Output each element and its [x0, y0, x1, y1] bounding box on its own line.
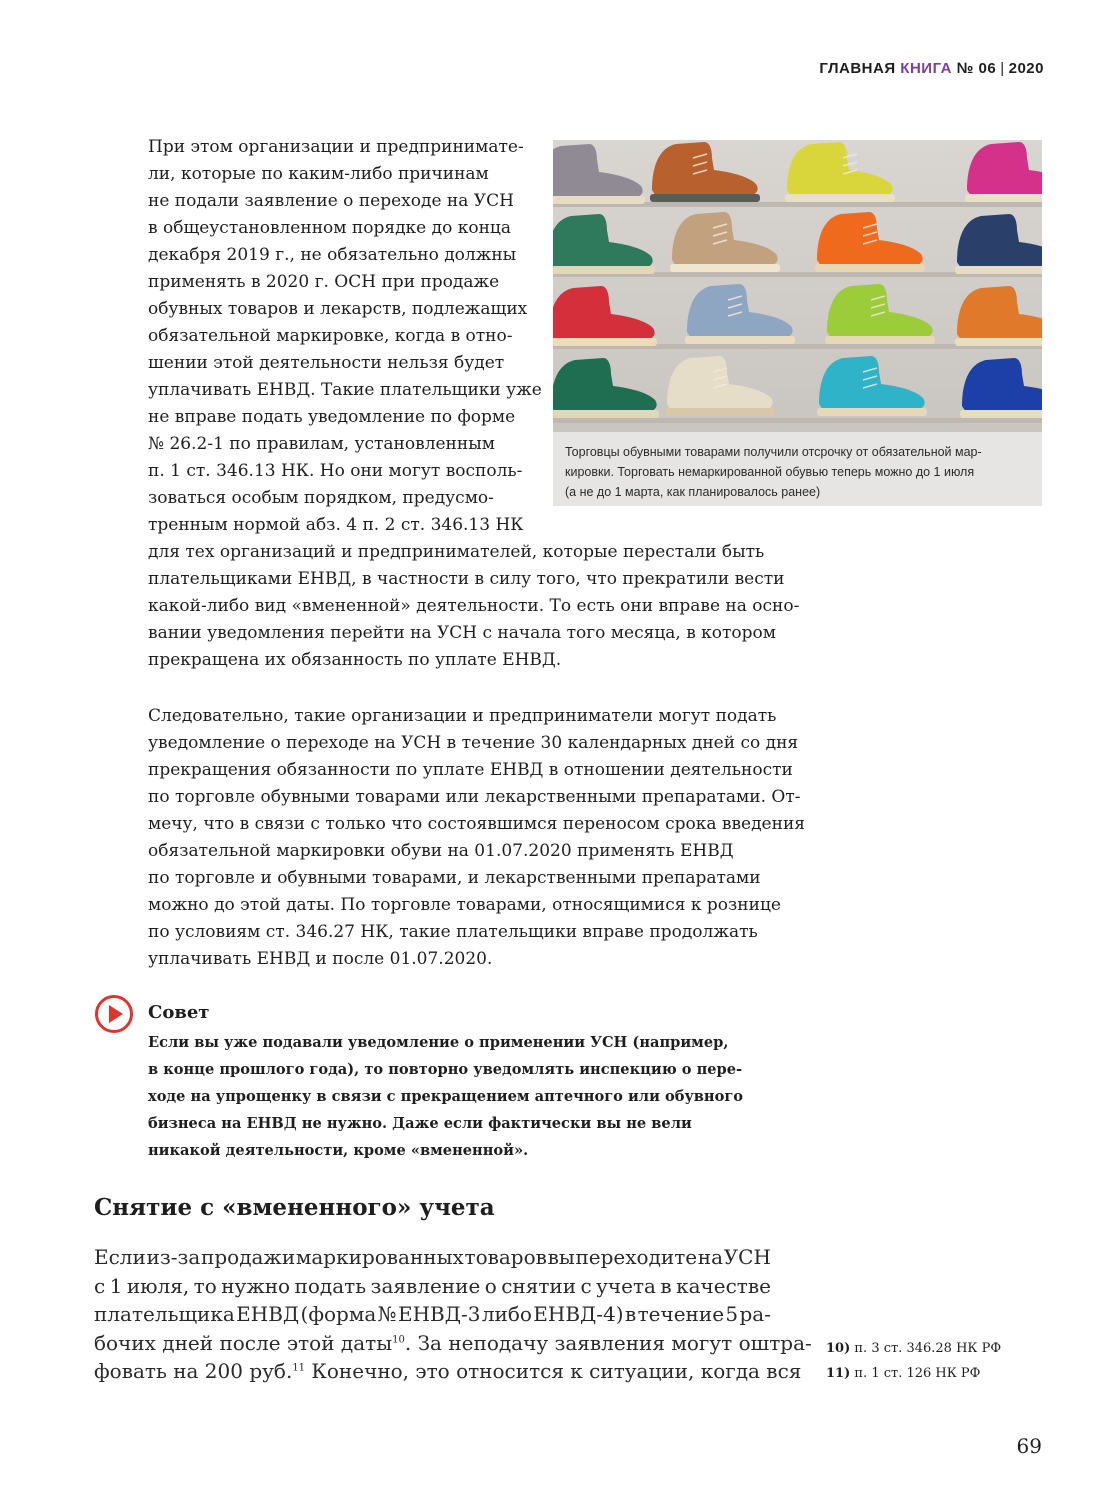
- text-line: прекращения обязанности по уплате ЕНВД в отношении деятельности: [148, 760, 793, 780]
- word: качестве: [676, 1273, 771, 1298]
- footnote-11: [826, 1361, 1001, 1386]
- figure-caption: [565, 442, 1035, 502]
- paragraph-2: [148, 703, 805, 973]
- text-line: тренным нормой абз. 4 п. 2 ст. 346.13 НК: [148, 515, 524, 535]
- shoes-photo: [553, 140, 1042, 432]
- footnote-ref-11[interactable]: 11: [292, 1362, 306, 1374]
- footnote-ref-10[interactable]: 10: [392, 1333, 405, 1345]
- word: в: [624, 1302, 637, 1326]
- text-run: фовать на 200 руб.: [94, 1359, 293, 1383]
- play-tip-icon: [94, 994, 134, 1034]
- word: учета: [596, 1273, 656, 1298]
- word: подать: [294, 1273, 367, 1298]
- word: ЕНВД-3: [397, 1302, 481, 1326]
- text-line: обязательной маркировке, когда в отно-: [148, 326, 513, 346]
- text-line: в общеустановленном порядке до конца: [148, 218, 511, 238]
- word: плательщика: [94, 1302, 235, 1326]
- word: из-за: [146, 1245, 201, 1269]
- footnote-text: п. 1 ст. 126 НК РФ: [854, 1366, 981, 1381]
- word: УСН: [723, 1245, 771, 1269]
- shoes-figure: [553, 140, 1042, 506]
- word: товаров: [464, 1245, 547, 1269]
- text-line: При этом организации и предпринимате-: [148, 137, 524, 157]
- text-line: вании уведомления перейти на УСН с начала того месяца, в котором: [148, 623, 777, 643]
- footnote-number: 11): [826, 1366, 851, 1381]
- brand-accent: КНИГА: [900, 60, 952, 77]
- tip-line: ходе на упрощенку в связи с прекращением аптечного или обувного: [148, 1088, 744, 1105]
- tip-line: никакой деятельности, кроме «вмененной».: [148, 1142, 529, 1159]
- text-line: Следовательно, такие организации и предприниматели могут подать: [148, 706, 777, 726]
- text-line: для тех организаций и предпринимателей, которые перестали быть: [148, 542, 765, 562]
- word: с: [94, 1273, 106, 1298]
- issue-number: № 06: [956, 60, 997, 77]
- tip-line: Если вы уже подавали уведомление о применении УСН (например,: [148, 1034, 729, 1051]
- paragraph-3: [94, 1243, 812, 1386]
- page-number: 69: [1016, 1434, 1042, 1458]
- text-line: не подали заявление о переходе на УСН: [148, 191, 514, 211]
- word: маркированных: [295, 1245, 464, 1269]
- text-line: уплачивать ЕНВД и после 01.07.2020.: [148, 949, 493, 969]
- footnote-10: [826, 1336, 1001, 1361]
- tip-line: бизнеса на ЕНВД не нужно. Даже если фактически вы не вели: [148, 1115, 692, 1132]
- word: о: [484, 1273, 497, 1298]
- tip-line: в конце прошлого года), то повторно уведомлять инспекцию о пере-: [148, 1061, 743, 1078]
- text-run: . За неподачу заявления могут оштра-: [404, 1330, 812, 1355]
- word: (форма: [300, 1302, 377, 1326]
- text-line: шении этой деятельности нельзя будет: [148, 353, 505, 373]
- justified-line: [94, 1329, 812, 1358]
- brand-main: ГЛАВНАЯ: [819, 60, 896, 77]
- text-line: декабря 2019 г., не обязательно должны: [148, 245, 517, 265]
- word: вы: [547, 1245, 575, 1269]
- footnotes: [826, 1336, 1001, 1386]
- word: в: [660, 1273, 672, 1298]
- word: №: [377, 1302, 397, 1326]
- justified-line: [94, 1357, 802, 1386]
- justified-line: [94, 1272, 771, 1301]
- word: снятии: [501, 1273, 577, 1298]
- caption-line: Торговцы обувными товарами получили отсрочку от обязательной мар-: [565, 445, 982, 459]
- footnote-text: п. 3 ст. 346.28 НК РФ: [854, 1341, 1002, 1356]
- word: течение: [637, 1302, 725, 1326]
- justified-line: [94, 1243, 771, 1272]
- header-separator: |: [1000, 60, 1005, 77]
- text-line: по торговле и обувными товарами, и лекарственными препаратами: [148, 868, 761, 888]
- word: 5: [725, 1302, 739, 1326]
- text-line: мечу, что в связи с только что состоявшимся переносом срока введения: [148, 814, 805, 834]
- text-run: Конечно, это относится к ситуации, когда вся: [305, 1359, 802, 1383]
- text-line: применять в 2020 г. ОСН при продаже: [148, 272, 500, 292]
- word: продажи: [201, 1245, 296, 1269]
- text-line: ли, которые по каким-либо причинам: [148, 164, 489, 184]
- tip-body: [148, 1029, 743, 1164]
- text-run: бочих дней после этой даты: [94, 1330, 393, 1355]
- word: ЕНВД: [236, 1302, 300, 1326]
- text-line: п. 1 ст. 346.13 НК. Но они могут восполь-: [148, 461, 523, 481]
- text-line: прекращена их обязанность по уплате ЕНВД.: [148, 650, 562, 670]
- caption-line: (а не до 1 марта, как планировалось ранее): [565, 485, 821, 499]
- text-line: какой-либо вид «вмененной» деятельности. То есть они вправе на осно-: [148, 596, 800, 616]
- footnote-number: 10): [826, 1341, 851, 1356]
- text-segment: [94, 1329, 812, 1358]
- text-line: по условиям ст. 346.27 НК, такие плательщики вправе продолжать: [148, 922, 758, 942]
- word: либо: [481, 1302, 532, 1326]
- magazine-header: [819, 60, 1044, 77]
- issue-year: 2020: [1008, 60, 1044, 77]
- word: ра-: [739, 1302, 771, 1326]
- tip-title: Совет: [148, 1002, 210, 1023]
- word: с: [580, 1273, 592, 1298]
- justified-line: [94, 1300, 771, 1329]
- text-line: № 26.2-1 по правилам, установленным: [148, 434, 495, 454]
- caption-line: кировки. Торговать немаркированной обувью теперь можно до 1 июля: [565, 465, 975, 479]
- text-line: уплачивать ЕНВД. Такие плательщики уже: [148, 380, 542, 400]
- text-line: плательщиками ЕНВД, в частности в силу того, что прекратили вести: [148, 569, 785, 589]
- word: заявление: [370, 1273, 481, 1298]
- word: на: [697, 1245, 724, 1269]
- word: то: [193, 1273, 217, 1298]
- text-line: по торговле обувными товарами или лекарственными препаратами. От-: [148, 787, 801, 807]
- word: переходите: [575, 1245, 698, 1269]
- section-heading: Снятие с «вмененного» учета: [94, 1194, 495, 1221]
- word: Если: [94, 1245, 146, 1269]
- word: нужно: [221, 1273, 291, 1298]
- text-line: уведомление о переходе на УСН в течение 30 календарных дней со дня: [148, 733, 799, 753]
- word: ЕНВД-4): [533, 1302, 624, 1326]
- text-line: обувных товаров и лекарств, подлежащих: [148, 299, 528, 319]
- text-line: не вправе подать уведомление по форме: [148, 407, 516, 427]
- text-segment: [94, 1357, 801, 1386]
- text-line: обязательной маркировки обуви на 01.07.2020 применять ЕНВД: [148, 841, 734, 861]
- word: июля,: [126, 1273, 190, 1298]
- word: 1: [109, 1273, 123, 1298]
- text-line: зоваться особым порядком, предусмо-: [148, 488, 494, 508]
- text-line: можно до этой даты. По торговле товарами, относящимися к рознице: [148, 895, 781, 915]
